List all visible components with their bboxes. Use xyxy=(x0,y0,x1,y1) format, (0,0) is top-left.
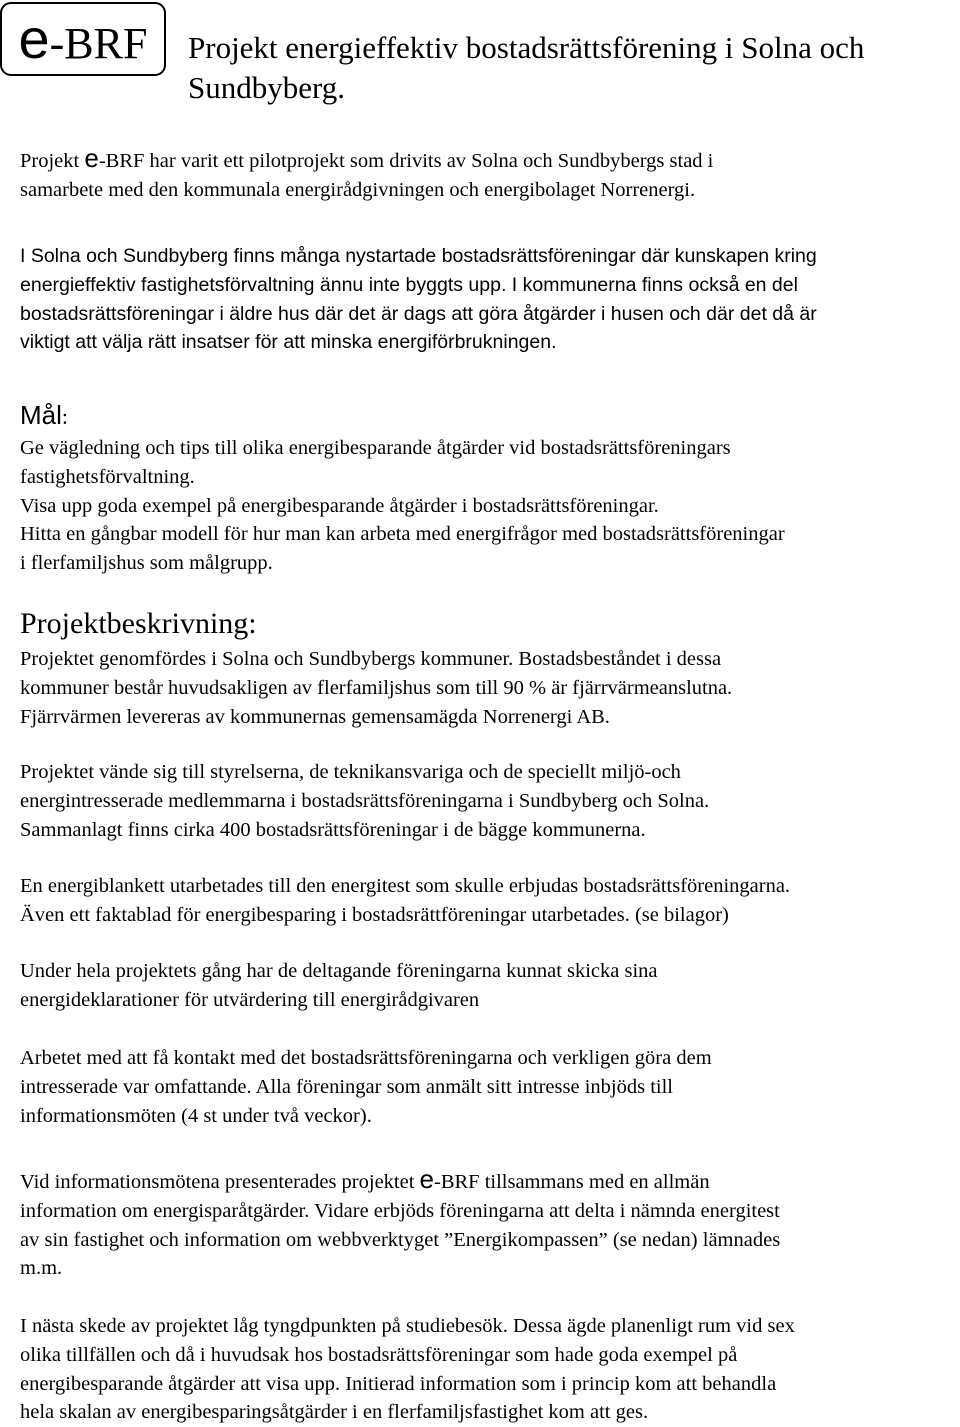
mal-heading-text: Mål xyxy=(20,400,62,430)
logo-e: e xyxy=(18,7,50,70)
projekt-paragraph-3: En energiblankett utarbetades till den energitest som skulle erbjudas bostadsrättsföreningarna. Även ett faktablad för energibesparing i bostadsrättföreningar utarbetades. (se bilagor) xyxy=(20,875,791,926)
projekt-paragraph-7: I nästa skede av projektet låg tyngdpunkten på studiebesök. Dessa ägde planenligt rum vid sex olika tillfällen och då i huvudsak hos bostadsrättsföreningar som hade goda exempel på energibesparande åtgärder att visa upp. Initierad information som i princip kom att behandla hela skalan av energibesparingsåtgärder i en flerfamiljsfastighet kom att ges. xyxy=(20,1315,795,1424)
intro-e: e xyxy=(84,143,99,173)
intro-paragraph-2 xyxy=(20,242,817,357)
projekt-paragraph-6 xyxy=(20,1166,780,1283)
p6-rest: -BRF tillsammans med en allmän information om energisparåtgärder. Vidare erbjöds föreningarna att delta i nämnda energitest av sin fastighet och information om webbverktyget ”Energikompassen” (se nedan) lämnades m.m. xyxy=(20,1171,781,1280)
document-title: Projekt energieffektiv bostadsrättsförening i Solna och Sundbyberg. xyxy=(188,30,865,105)
p6-e: e xyxy=(419,1164,434,1194)
mal-heading-colon: : xyxy=(61,404,69,429)
projekt-paragraph-4: Under hela projektets gång har de deltagande föreningarna kunnat skicka sina energideklarationer för utvärdering till energirådgivaren xyxy=(20,960,658,1011)
intro-paragraph-1 xyxy=(20,145,713,205)
p6-prefix: Vid informationsmötena presenterades projektet xyxy=(20,1171,420,1193)
logo-text xyxy=(18,7,148,70)
intro-prefix: Projekt xyxy=(20,150,85,172)
mal-body: Ge vägledning och tips till olika energibesparande åtgärder vid bostadsrättsföreningars fastighetsförvaltning. Visa upp goda exempel på energibesparande åtgärder i bostadsrättsföreningar. Hitta en gångbar modell för hur man kan arbeta med energifrågor med bostadsrättsföreningar i flerfamiljshus som målgrupp. xyxy=(20,437,785,575)
ebrf-logo xyxy=(0,2,166,76)
projekt-paragraph-5: Arbetet med att få kontakt med det bostadsrättsföreningarna och verkligen göra dem intresserade var omfattande. Alla föreningar som anmält sitt intresse inbjöds till informationsmöten (4 st under två veckor). xyxy=(20,1047,712,1127)
projektbeskrivning-heading: Projektbeskrivning: xyxy=(20,607,257,640)
logo-rest: -BRF xyxy=(49,19,148,68)
intro-p2-b: I kommunerna finns också en del bostadsrättsföreningar i äldre hus där det är dags att göra åtgärder i husen och där det då är viktigt att välja rätt insatser för att minska energiförbrukningen. xyxy=(20,273,817,354)
mal-heading xyxy=(20,397,68,435)
intro-p2: I Solna och Sundbyberg finns många nystartade bostadsrättsföreningar där kunskapen kring energieffektiv fastighetsförvaltning ännu inte byggts upp. xyxy=(20,245,817,296)
projekt-paragraph-2: Projektet vände sig till styrelserna, de teknikansvariga och de speciellt miljö-och energintresserade medlemmarna i bostadsrättsföreningarna i Sundbyberg och Solna. Sammanlagt finns cirka 400 bostadsrättsföreningar i de bägge kommunerna. xyxy=(20,761,710,841)
intro-rest: -BRF har varit ett pilotprojekt som drivits av Solna och Sundbybergs stad i samarbete med den kommunala energirådgivningen och energibolaget Norrenergi. xyxy=(20,150,714,201)
projekt-paragraph-1: Projektet genomfördes i Solna och Sundbybergs kommuner. Bostadsbeståndet i dessa kommuner består huvudsakligen av flerfamiljshus som till 90 % är fjärrvärmeanslutna. Fjärrvärmen levereras av kommunernas gemensamägda Norrenergi AB. xyxy=(20,648,733,728)
